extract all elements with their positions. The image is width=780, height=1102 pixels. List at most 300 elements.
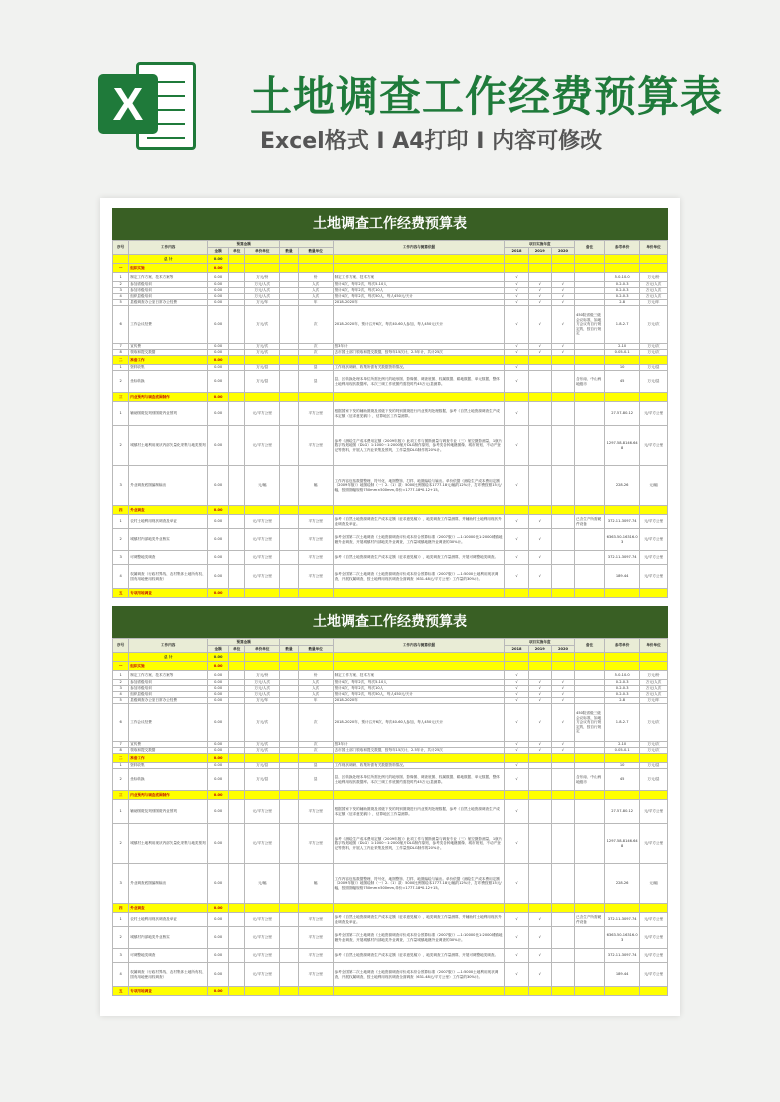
row-check-2019: √	[528, 350, 551, 356]
row-qty-unit: 平方公里	[298, 963, 333, 987]
header-price-unit: 单价单位	[640, 241, 668, 255]
row-ref-price: 10	[605, 365, 640, 371]
row-unit	[229, 273, 245, 282]
row-check-2018: √	[505, 692, 528, 698]
row-ref-price: 1297.58-8146.648	[605, 426, 640, 466]
row-ref-price: 1.8-2.7	[605, 704, 640, 742]
row-check-2020: √	[551, 294, 574, 300]
row-check-2019: √	[528, 294, 551, 300]
section-amount: 0.00	[208, 356, 229, 365]
row-check-2020	[551, 913, 574, 927]
row-check-2018: √	[505, 864, 528, 904]
row-seq: 2	[113, 282, 129, 288]
row-check-2020: √	[551, 748, 574, 754]
row-check-2020	[551, 864, 574, 904]
row-amount: 0.00	[208, 371, 229, 393]
row-basis: 参考《自然土地资源调查生产成本定额（征求意见稿）》，地类调查工作量测算，开展可调整地类调查。	[333, 551, 505, 565]
row-content: 可调整地类调查	[129, 949, 208, 963]
row-check-2018: √	[505, 294, 528, 300]
row-basis: 参考《测绘生产成本费用定额（2009年版）》此项工作与图斯测量与调查专业（三）航空摄影测量，1航片数字线划地图（DLG）1:1000～1:2000航片DLG制作原则，参考类各种地籍图像、城市规划、不动产登记等资料，开展人工内业采集及预判，工作量按DLG制作的20%计。	[333, 426, 505, 466]
row-seq: 2	[113, 824, 129, 864]
row-check-2020	[551, 551, 574, 565]
row-amount: 0.00	[208, 426, 229, 466]
row-amount: 0.00	[208, 692, 229, 698]
row-qty-unit: 人次	[298, 294, 333, 300]
header-qty-unit: 数量单位	[298, 248, 333, 255]
section-title: 外业调查	[129, 904, 208, 913]
row-remark	[575, 927, 605, 949]
row-unit-price: 万元/次	[245, 306, 280, 344]
row-check-2018: √	[505, 551, 528, 565]
row-basis: 工作现状调研、收集所需有关数据资料情况。	[333, 763, 505, 769]
row-price-unit: 元/平方公里	[640, 426, 668, 466]
row-qty-unit: 平方公里	[298, 426, 333, 466]
budget-table	[112, 240, 668, 598]
row-seq: 5	[113, 698, 129, 704]
section-title: 专项用地调查	[129, 987, 208, 996]
row-check-2019: √	[528, 551, 551, 565]
row-price-unit: 元/幅	[640, 864, 668, 904]
row-content: 领取和提交数据	[129, 350, 208, 356]
row-unit-price: 万元/人次	[245, 288, 280, 294]
row-check-2019: √	[528, 282, 551, 288]
row-ref-price: 0.2-0.3	[605, 282, 640, 288]
row-basis: 县、区转换处理本单位所需比例尺的地形图、影像图、调查底图、权属数据、耕地数据、单元数据，整体土地利用现状数据库。本次三调工作底图约需投时约45万元/县测算。	[333, 371, 505, 393]
row-qty-unit: 县	[298, 763, 333, 769]
row-amount: 0.00	[208, 963, 229, 987]
section-amount: 0.00	[208, 987, 229, 996]
row-check-2018: √	[505, 913, 528, 927]
logo-letter: X	[98, 74, 158, 134]
table-row	[113, 466, 668, 506]
header-budget-group: 预算金额	[208, 241, 280, 248]
row-check-2018: √	[505, 365, 528, 371]
row-check-2019	[528, 824, 551, 864]
row-price-unit: 元/平方公里	[640, 551, 668, 565]
row-check-2018: √	[505, 686, 528, 692]
header-ref-price: 参考单价	[605, 639, 640, 653]
row-unit-price: 万元/县	[245, 365, 280, 371]
row-content: 制定工作方案、技术方案等	[129, 671, 208, 680]
row-check-2019: √	[528, 692, 551, 698]
row-qty	[280, 769, 299, 791]
row-qty-unit: 年	[298, 300, 333, 306]
row-seq: 5	[113, 300, 129, 306]
row-unit	[229, 800, 245, 824]
row-qty-unit: 次	[298, 306, 333, 344]
row-price-unit: 元/平方公里	[640, 402, 668, 426]
row-content: 资料收集	[129, 365, 208, 371]
row-check-2020	[551, 565, 574, 589]
row-check-2019: √	[528, 698, 551, 704]
row-content: 坐标转换	[129, 371, 208, 393]
row-unit-price: 万元/县	[245, 769, 280, 791]
row-check-2018: √	[505, 671, 528, 680]
section-seq: 一	[113, 264, 129, 273]
row-ref-price: 10	[605, 763, 640, 769]
row-price-unit: 万元/次	[640, 748, 668, 754]
row-qty-unit: 次	[298, 704, 333, 742]
row-check-2018: √	[505, 680, 528, 686]
row-unit-price: 元/幅	[245, 466, 280, 506]
header-year-2019: 2019	[528, 646, 551, 653]
row-ref-price: 0.05-0.1	[605, 748, 640, 754]
row-check-2020	[551, 769, 574, 791]
header-seq: 序号	[113, 639, 129, 653]
header-year-2018: 2018	[505, 646, 528, 653]
section-title: 组织实施	[129, 662, 208, 671]
row-check-2019: √	[528, 300, 551, 306]
row-unit-price: 元/平方公里	[245, 529, 280, 551]
row-amount: 0.00	[208, 949, 229, 963]
row-check-2019	[528, 800, 551, 824]
row-unit	[229, 927, 245, 949]
row-remark	[575, 963, 605, 987]
header-seq: 序号	[113, 241, 129, 255]
row-check-2018: √	[505, 402, 528, 426]
header-unit-price: 单价单位	[245, 646, 280, 653]
row-seq: 1	[113, 800, 129, 824]
section-row	[113, 264, 668, 273]
row-check-2018: √	[505, 763, 528, 769]
table-row	[113, 949, 668, 963]
header-remark: 备注	[575, 241, 605, 255]
row-price-unit: 元/平方公里	[640, 529, 668, 551]
row-unit	[229, 371, 245, 393]
row-content: 资料收集	[129, 763, 208, 769]
row-basis: 参考全国第二次土地调查《土地资源调查评价成本综合预算标准（2007版）》—1:5000土地利用现状调查，开展权属调查，按土地利用现状调查全面调查（631.48元/平方公里）工作量的30%计。	[333, 565, 505, 589]
row-seq: 1	[113, 515, 129, 529]
row-unit-price: 万元/次	[245, 350, 280, 356]
row-content: 辅助图斑及判别图斑内业预判	[129, 800, 208, 824]
total-label: 总 计	[129, 653, 208, 662]
row-qty-unit: 平方公里	[298, 800, 333, 824]
section-seq: 三	[113, 791, 129, 800]
row-qty-unit: 平方公里	[298, 927, 333, 949]
row-basis: 2018-2020年，预计召开6次，每次40-60人参加，每人450元/天计	[333, 704, 505, 742]
row-amount: 0.00	[208, 300, 229, 306]
row-seq: 3	[113, 466, 129, 506]
row-basis: 按3年计	[333, 344, 505, 350]
row-qty-unit: 次	[298, 350, 333, 356]
section-row	[113, 356, 668, 365]
row-check-2019: √	[528, 306, 551, 344]
row-remark	[575, 426, 605, 466]
table-row	[113, 565, 668, 589]
section-seq: 二	[113, 754, 129, 763]
table-row	[113, 306, 668, 344]
section-row	[113, 662, 668, 671]
total-label: 总 计	[129, 255, 208, 264]
row-check-2019: √	[528, 963, 551, 987]
row-seq: 3	[113, 288, 129, 294]
row-amount: 0.00	[208, 551, 229, 565]
row-check-2019: √	[528, 529, 551, 551]
row-qty	[280, 273, 299, 282]
row-remark	[575, 402, 605, 426]
row-basis: 根据国家下发的辅助图斑及省级下发的判别图斑进行内业预判处理数据，参考《自然土地资源调查生产成本定额（征求意见稿）》，估算地区工作量测算。	[333, 402, 505, 426]
row-unit	[229, 671, 245, 680]
section-seq: 二	[113, 356, 129, 365]
row-basis: 2018-2020年，预计召开6次，每次40-60人参加，每人450元/天计	[333, 306, 505, 344]
header-remark: 备注	[575, 639, 605, 653]
row-check-2018: √	[505, 748, 528, 754]
row-seq: 6	[113, 704, 129, 742]
row-price-unit: 万元/份	[640, 671, 668, 680]
row-check-2019: √	[528, 288, 551, 294]
row-amount: 0.00	[208, 273, 229, 282]
section-row	[113, 506, 668, 515]
row-seq: 3	[113, 551, 129, 565]
row-seq: 1	[113, 402, 129, 426]
row-check-2018: √	[505, 306, 528, 344]
row-qty-unit: 人次	[298, 692, 333, 698]
row-remark	[575, 864, 605, 904]
row-check-2019: √	[528, 515, 551, 529]
row-amount: 0.00	[208, 704, 229, 742]
row-unit-price: 元/平方公里	[245, 551, 280, 565]
row-basis: 参考《自然土地资源调查生产成本定额（征求意见稿）》，地类调查工作量测算，并辅助村土地利用现状外业调查及举证。	[333, 515, 505, 529]
table-row	[113, 529, 668, 551]
section-title: 组织实施	[129, 264, 208, 273]
row-remark: 已含生产所需硬件设备	[575, 515, 605, 529]
table-row	[113, 426, 668, 466]
table-row	[113, 963, 668, 987]
row-seq: 7	[113, 344, 129, 350]
row-unit	[229, 426, 245, 466]
row-unit-price: 万元/次	[245, 344, 280, 350]
row-ref-price: 27.57-80.12	[605, 800, 640, 824]
row-seq: 4	[113, 692, 129, 698]
row-ref-price: 45	[605, 371, 640, 393]
row-unit	[229, 402, 245, 426]
row-basis: 参考《自然土地资源调查生产成本定额（征求意见稿）》，地类调查工作量测算，开展可调整地类调查。	[333, 949, 505, 963]
row-unit-price: 元/平方公里	[245, 824, 280, 864]
section-title: 准备工作	[129, 356, 208, 365]
row-remark: 已含生产所需硬件设备	[575, 913, 605, 927]
row-seq: 4	[113, 565, 129, 589]
row-qty-unit: 平方公里	[298, 949, 333, 963]
header-year-group: 项目实施年度	[505, 241, 575, 248]
row-price-unit: 元/平方公里	[640, 824, 668, 864]
row-amount: 0.00	[208, 515, 229, 529]
row-content: 城镇村内部地类外业核实	[129, 529, 208, 551]
header-content: 工作内容	[129, 241, 208, 255]
row-check-2018: √	[505, 300, 528, 306]
row-ref-price: 0.2-0.3	[605, 680, 640, 686]
row-unit-price: 元/幅	[245, 864, 280, 904]
row-price-unit: 元/平方公里	[640, 515, 668, 529]
row-ref-price: 228.26	[605, 466, 640, 506]
row-content: 城镇村土地利用现状内部矢量化采集与地类预判	[129, 824, 208, 864]
row-content: 组织县级培训	[129, 692, 208, 698]
row-amount: 0.00	[208, 466, 229, 506]
row-check-2018: √	[505, 282, 528, 288]
row-ref-price: 6363.50-16316.03	[605, 529, 640, 551]
row-price-unit: 万元/县	[640, 769, 668, 791]
row-basis: 工作现状调研、收集所需有关数据资料情况。	[333, 365, 505, 371]
row-content: 城镇村土地利用现状内部矢量化采集与地类预判	[129, 426, 208, 466]
row-qty	[280, 529, 299, 551]
row-price-unit: 元/平方公里	[640, 800, 668, 824]
row-remark	[575, 824, 605, 864]
section-amount: 0.00	[208, 589, 229, 598]
total-amount: 0.00	[208, 653, 229, 662]
row-unit-price: 万元/县	[245, 371, 280, 393]
sheet-title: 土地调查工作经费预算表	[112, 606, 668, 638]
row-check-2019: √	[528, 748, 551, 754]
row-content: 外业调查底图编制输出	[129, 864, 208, 904]
row-price-unit: 万元/人次	[640, 294, 668, 300]
header-qty: 数量	[280, 248, 299, 255]
section-amount: 0.00	[208, 791, 229, 800]
header-amount: 金额	[208, 248, 229, 255]
row-unit	[229, 769, 245, 791]
row-check-2020	[551, 949, 574, 963]
row-check-2018: √	[505, 963, 528, 987]
row-content: 宣传费	[129, 344, 208, 350]
row-check-2020: √	[551, 344, 574, 350]
row-unit	[229, 824, 245, 864]
row-amount: 0.00	[208, 402, 229, 426]
row-unit-price: 万元/次	[245, 704, 280, 742]
row-basis: 参考全国第二次土地调查《土地资源调查评价成本综合预算标准（2007版）》—1:10000比1:2000城镇地籍外业调查，开展城镇村内部地类外业调查，工作量城镇地籍外业调查的30%计。	[333, 927, 505, 949]
row-unit-price: 万元/县	[245, 763, 280, 769]
row-ref-price: 372.11-3097.74	[605, 515, 640, 529]
row-check-2020	[551, 671, 574, 680]
row-check-2020: √	[551, 698, 574, 704]
table-row	[113, 800, 668, 824]
row-unit-price: 元/平方公里	[245, 913, 280, 927]
row-basis: 县、区转换处理本单位所需比例尺的地形图、影像图、调查底图、权属数据、耕地数据、单元数据，整体土地利用现状数据库。本次三调工作底图约需投时约45万元/县测算。	[333, 769, 505, 791]
row-unit	[229, 529, 245, 551]
row-check-2018: √	[505, 949, 528, 963]
row-qty	[280, 306, 299, 344]
row-qty-unit: 人次	[298, 288, 333, 294]
budget-table-copy-1	[112, 208, 668, 598]
row-check-2018: √	[505, 371, 528, 393]
total-row	[113, 255, 668, 264]
row-check-2018: √	[505, 800, 528, 824]
row-price-unit: 万元/县	[640, 365, 668, 371]
row-unit-price: 万元/人次	[245, 282, 280, 288]
row-check-2020: √	[551, 692, 574, 698]
row-unit-price: 万元/人次	[245, 692, 280, 698]
row-check-2019	[528, 402, 551, 426]
row-basis: 去市国土部门领取和提交数据，按每年15次计，2.5年计，共计25次	[333, 350, 505, 356]
row-amount: 0.00	[208, 763, 229, 769]
row-qty	[280, 402, 299, 426]
row-basis: 预计4次，每年2次，每次5-10人	[333, 680, 505, 686]
row-check-2020	[551, 963, 574, 987]
row-check-2018: √	[505, 350, 528, 356]
section-title: 外业调查	[129, 506, 208, 515]
header-price-unit: 单价单位	[640, 639, 668, 653]
row-unit	[229, 551, 245, 565]
row-seq: 2	[113, 371, 129, 393]
row-unit	[229, 565, 245, 589]
row-remark	[575, 565, 605, 589]
row-amount: 0.00	[208, 671, 229, 680]
row-amount: 0.00	[208, 365, 229, 371]
row-basis: 工作内容包括数据整理、符号化、地图整饰、打样、地图编绘与输出。单价依据《测绘生产成本费用定额（2009年版）》地图绘制（一）2.（1）款：5000比例图绘本1777.18元/幅的12%计，打印费按照15元/幅，按照图幅规格750mm×500mm,单价=1777.18*0.12+15。	[333, 864, 505, 904]
row-ref-price: 45	[605, 769, 640, 791]
row-qty-unit: 平方公里	[298, 515, 333, 529]
row-check-2018: √	[505, 529, 528, 551]
row-ref-price: 0.2-0.3	[605, 294, 640, 300]
row-ref-price: 1.8-2.7	[605, 306, 640, 344]
row-unit	[229, 963, 245, 987]
row-content: 权属调查（行政村界线、农村集体土地所有权、国有用地使用权调查）	[129, 963, 208, 987]
row-amount: 0.00	[208, 927, 229, 949]
row-check-2019: √	[528, 927, 551, 949]
row-content: 参加市级培训	[129, 686, 208, 692]
row-check-2018: √	[505, 466, 528, 506]
row-amount: 0.00	[208, 800, 229, 824]
row-unit-price: 元/平方公里	[245, 927, 280, 949]
header-amount: 金额	[208, 646, 229, 653]
section-title: 专项用地调查	[129, 589, 208, 598]
row-check-2019: √	[528, 949, 551, 963]
row-basis: 2018-2020年	[333, 698, 505, 704]
row-unit	[229, 306, 245, 344]
row-qty-unit: 人次	[298, 686, 333, 692]
row-price-unit: 元/平方公里	[640, 949, 668, 963]
row-qty-unit: 平方公里	[298, 913, 333, 927]
row-basis: 预计4次，每年2次，每次5-10人	[333, 282, 505, 288]
row-seq: 1	[113, 913, 129, 927]
row-check-2018: √	[505, 426, 528, 466]
row-content: 制定工作方案、技术方案等	[129, 273, 208, 282]
row-remark: 含东南、中山两地级市	[575, 769, 605, 791]
row-seq: 1	[113, 671, 129, 680]
row-qty-unit: 人次	[298, 680, 333, 686]
header-qty-unit: 数量单位	[298, 646, 333, 653]
section-row	[113, 589, 668, 598]
row-check-2020: √	[551, 300, 574, 306]
header-content: 工作内容	[129, 639, 208, 653]
total-amount: 0.00	[208, 255, 229, 264]
row-unit-price: 万元/人次	[245, 686, 280, 692]
row-qty-unit: 幅	[298, 466, 333, 506]
table-row	[113, 913, 668, 927]
row-unit-price: 元/平方公里	[245, 515, 280, 529]
row-amount: 0.00	[208, 864, 229, 904]
section-seq: 四	[113, 904, 129, 913]
row-check-2019: √	[528, 704, 551, 742]
row-content: 工作会议经费	[129, 306, 208, 344]
row-price-unit: 万元/年	[640, 698, 668, 704]
budget-table-copy-2	[112, 606, 668, 996]
row-qty	[280, 927, 299, 949]
header-basis: 工作内容与测算依据	[333, 639, 505, 653]
row-seq: 3	[113, 864, 129, 904]
row-amount: 0.00	[208, 344, 229, 350]
row-unit-price: 万元/人次	[245, 294, 280, 300]
row-price-unit: 元/平方公里	[640, 927, 668, 949]
row-check-2020: √	[551, 288, 574, 294]
row-qty-unit: 幅	[298, 864, 333, 904]
row-content: 组织县级培训	[129, 294, 208, 300]
row-check-2020	[551, 273, 574, 282]
row-price-unit: 万元/人次	[640, 282, 668, 288]
section-amount: 0.00	[208, 506, 229, 515]
row-ref-price: 5.0-10.0	[605, 273, 640, 282]
table-row	[113, 671, 668, 680]
row-qty	[280, 565, 299, 589]
header-qty: 数量	[280, 646, 299, 653]
page-header	[0, 0, 780, 200]
